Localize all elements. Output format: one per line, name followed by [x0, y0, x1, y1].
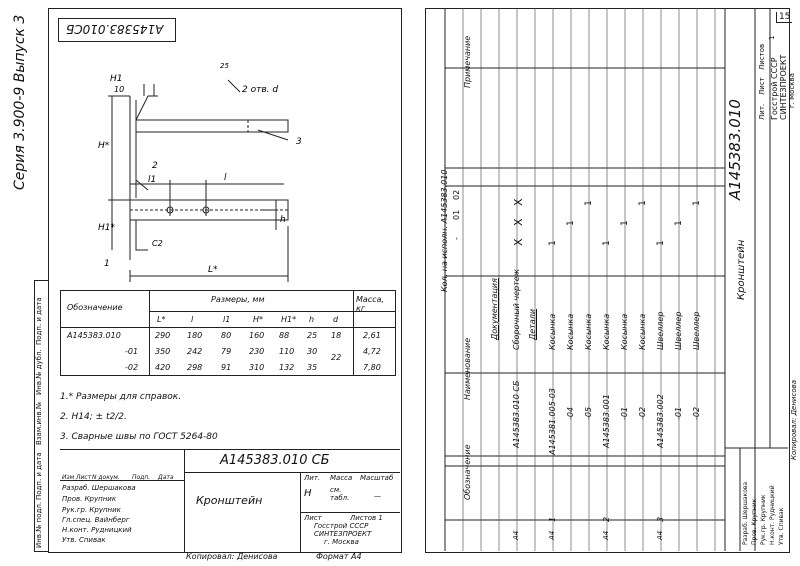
row6-q0: 1: [602, 240, 612, 246]
right-org-2: СИНТЕЗПРОЕКТ: [779, 54, 788, 120]
row2-l: 298: [187, 363, 203, 372]
lt-header-1: Изм: [62, 474, 75, 481]
row1-code: А145383.010 СБ: [512, 380, 521, 448]
row9-name: Швеллер: [656, 311, 665, 350]
lt-org-1: Госстрой СССР: [314, 522, 369, 530]
col-sizes: Размеры, мм: [211, 295, 265, 304]
row8-q2: 1: [638, 200, 648, 206]
row10-q1: 1: [674, 220, 684, 226]
label-dim25: 25: [220, 62, 229, 70]
label-dim10: 10: [114, 85, 125, 94]
row0-d: 18: [331, 331, 342, 340]
note-3: 3. Сварные швы по ГОСТ 5264-80: [60, 432, 218, 442]
right-role-2: Пров. Крупник: [751, 498, 758, 545]
lt-col-scale: Масштаб: [360, 474, 394, 482]
row7-code: -01: [620, 406, 629, 420]
row7-name: Косынка: [620, 313, 629, 350]
col-mass: Масса, кг: [356, 295, 385, 313]
row3-pos: 1: [548, 516, 557, 522]
lt-h-lit: Н: [304, 488, 312, 499]
lt-sheets: Листов 1: [350, 514, 383, 522]
sub-l: l: [191, 315, 194, 324]
note-2: 2. Н14; ± t2/2.: [60, 412, 127, 422]
row0-L: 290: [155, 331, 171, 340]
note-1: 1.* Размеры для справок.: [60, 392, 182, 402]
row0-H: 160: [249, 331, 265, 340]
row0-H1: 88: [279, 331, 290, 340]
sub-L: L*: [157, 315, 166, 324]
row4-name: Косынка: [566, 313, 575, 350]
lt-mass-value: см. табл.: [330, 486, 350, 502]
row1-h: 30: [307, 347, 318, 356]
series-label: Серия 3.900-9 Выпуск 3: [12, 14, 28, 190]
row1-l: 242: [187, 347, 203, 356]
left-title-block: [60, 449, 400, 552]
exec-col-1: 01: [452, 209, 461, 220]
lt-org-3: г. Москва: [324, 538, 359, 546]
row3-q0: 1: [548, 240, 558, 246]
exec-col-2: 02: [452, 189, 461, 200]
row3-code: А145381.005-03: [548, 388, 557, 455]
lt-role-5: Н.конт. Рудницкий: [62, 526, 132, 534]
row1-q0: X: [512, 238, 525, 246]
row0-l1: 80: [221, 331, 232, 340]
row9-pos: 3: [656, 516, 665, 522]
lt-role-2: Пров. Крупник: [62, 495, 117, 503]
lt-name: Кронштейн: [196, 494, 263, 507]
row5-code: -05: [584, 406, 593, 420]
right-copy: Копировал: Денисова: [790, 379, 798, 460]
row1-H: 230: [249, 347, 265, 356]
row1-fmt: А4: [512, 530, 520, 540]
right-name: Кронштейн: [736, 239, 747, 300]
row1-mass: 4,72: [363, 347, 381, 356]
row4-code: -04: [566, 406, 575, 420]
row0-mass: 2,61: [363, 331, 381, 340]
row2-l1: 91: [221, 363, 232, 372]
col-designation: Обозначение: [463, 444, 472, 500]
row2-mass: 7,80: [363, 363, 381, 372]
lt-sheet: Лист: [304, 514, 322, 522]
exec-header: Кол. на исполн. А145383.010 -: [440, 164, 449, 292]
right-role-4: Н.конт. Рудницкий: [769, 485, 776, 545]
left-format: Формат А4: [316, 552, 362, 561]
row1-d: 22: [331, 353, 342, 362]
row11-name: Швеллер: [692, 311, 701, 350]
label-h-star: Н*: [98, 141, 110, 151]
row1-q2: X: [512, 198, 525, 206]
row11-code: -02: [692, 406, 701, 420]
row1-H1: 110: [279, 347, 295, 356]
lt-org-2: СИНТЕЗПРОЕКТ: [314, 530, 372, 538]
row2-H: 310: [249, 363, 265, 372]
row0-l: 180: [187, 331, 203, 340]
right-lit: Лит.: [758, 103, 766, 120]
side-label-2: Подп. и дата: [35, 452, 43, 500]
label-n3: 3: [296, 137, 302, 147]
row1-q1: X: [512, 218, 525, 226]
row3-fmt: А4: [548, 530, 556, 540]
label-l1: l1: [148, 175, 157, 185]
row10-code: -01: [674, 406, 683, 420]
side-label-5: Подп. и дата: [35, 297, 43, 345]
row8-code: -02: [638, 406, 647, 420]
label-two-holes: 2 отв. d: [242, 85, 279, 95]
row2-h: 35: [307, 363, 318, 372]
label-c2: С2: [152, 239, 163, 248]
col-note: Примечание: [463, 35, 472, 88]
right-role-1: Разраб. Шершакова: [742, 481, 749, 545]
sub-l1: l1: [223, 315, 231, 324]
row3-name: Косынка: [548, 313, 557, 350]
label-h1: Н1: [110, 74, 123, 84]
lt-col-lit: Лит.: [304, 474, 321, 482]
label-L-star: L*: [208, 265, 218, 275]
page-number: 15: [776, 12, 792, 23]
right-role-3: Рук.гр. Крупник: [760, 494, 767, 545]
lt-header-2: Лист: [76, 474, 92, 481]
row9-q0: 1: [656, 240, 666, 246]
sub-d: d: [333, 315, 339, 324]
right-code: А145383.010: [726, 99, 744, 200]
row-doc-name: Документация: [490, 278, 499, 340]
right-org-3: г. Москва: [788, 73, 796, 108]
row8-name: Косынка: [638, 313, 647, 350]
row1-code: -01: [125, 347, 139, 356]
spec-grid: [425, 8, 788, 551]
row4-q1: 1: [566, 220, 576, 226]
row0-h: 25: [307, 331, 318, 340]
lt-role-6: Утв. Спивак: [62, 536, 106, 544]
label-n2: 2: [152, 161, 158, 171]
exec-col-0: -: [452, 237, 461, 240]
row1-L: 350: [155, 347, 171, 356]
right-role-5: Утв. Спивак: [778, 507, 785, 545]
right-sheets-label: Листов: [758, 43, 766, 70]
label-h1-star: Н1*: [98, 223, 115, 233]
row6-code: А145383.001: [602, 394, 611, 448]
lt-header-4: Подп.: [132, 474, 151, 481]
row11-q2: 1: [692, 200, 702, 206]
side-label-4: Инв.№ дубл.: [35, 349, 43, 395]
row1-l1: 79: [221, 347, 232, 356]
row10-name: Швеллер: [674, 311, 683, 350]
lt-role-3: Рук.гр. Крупник: [62, 506, 121, 514]
row2-name: Детали: [528, 308, 537, 340]
label-n1: 1: [104, 259, 110, 269]
side-label-1: Инв.№ подл.: [35, 501, 43, 548]
row5-name: Косынка: [584, 313, 593, 350]
lt-code: А145383.010 СБ: [220, 453, 330, 468]
row9-fmt: А4: [656, 530, 664, 540]
row1-name: Сборочный чертеж: [512, 269, 521, 350]
right-sheet-label: Лист: [758, 77, 766, 95]
lt-header-5: Дата: [158, 474, 174, 481]
sub-H: H*: [253, 315, 264, 324]
row9-code: А145383.002: [656, 394, 665, 448]
col-designation: Обозначение: [67, 303, 123, 312]
sub-h: h: [309, 315, 315, 324]
bracket-drawing: [48, 40, 400, 300]
row6-name: Косынка: [602, 313, 611, 350]
right-sheets-value: 1: [768, 35, 776, 40]
row2-H1: 132: [279, 363, 295, 372]
lt-role-1: Разраб. Шершакова: [62, 484, 136, 492]
lt-scale-value: —: [374, 492, 381, 500]
row0-code: А145383.010: [67, 331, 121, 340]
right-org-1: Госстрой СССР: [770, 57, 779, 120]
label-l: l: [224, 173, 227, 183]
sub-H1: H1*: [281, 315, 297, 324]
lt-role-4: Гл.спец. Вайнберг: [62, 516, 130, 524]
row2-L: 420: [155, 363, 171, 372]
size-table: [60, 290, 396, 376]
row7-q1: 1: [620, 220, 630, 226]
lt-header-3: N докум.: [92, 474, 120, 481]
row6-pos: 2: [602, 516, 611, 522]
row6-fmt: А4: [602, 530, 610, 540]
label-h: h: [280, 215, 286, 225]
row5-q2: 1: [584, 200, 594, 206]
left-copy: Копировал: Денисова: [186, 552, 278, 561]
side-label-3: Взам.инв.№: [35, 401, 43, 445]
col-name: Наименование: [463, 337, 472, 400]
lt-col-mass: Масса: [330, 474, 353, 482]
row2-code: -02: [125, 363, 139, 372]
top-code: А145383.010СБ: [66, 22, 164, 36]
